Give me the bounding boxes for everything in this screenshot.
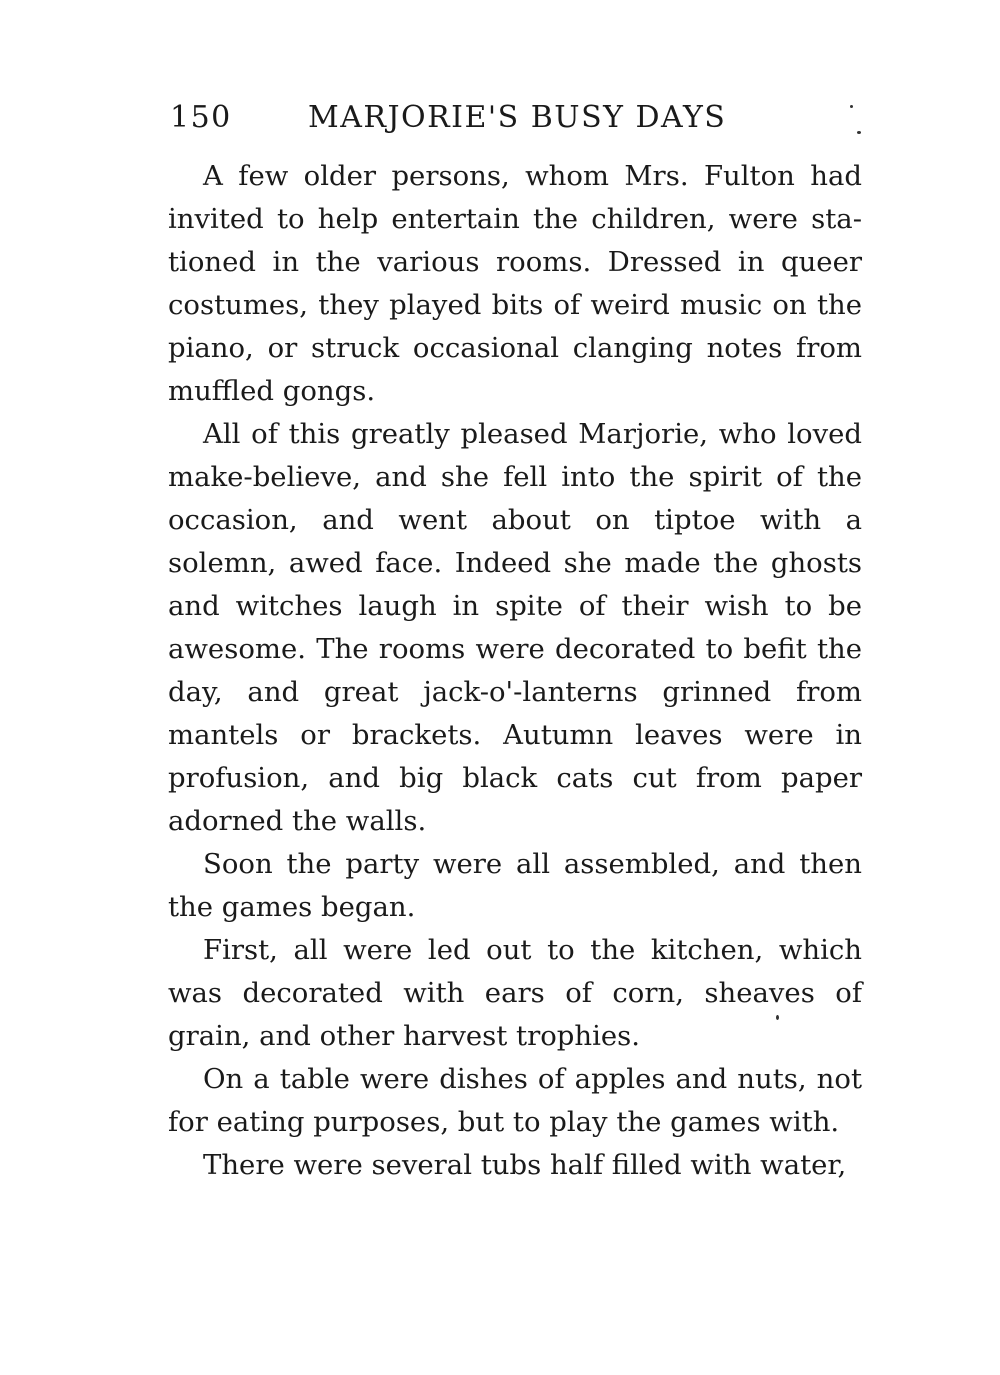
paragraph: Soon the party were all assembled, and then the games began. [168,848,862,923]
ink-speck [857,131,861,134]
page-number: 150 [170,100,232,135]
paragraph: There were several tubs half filled with water, [203,1149,847,1181]
body-text [168,155,862,1187]
ink-speck [850,105,853,108]
paragraph: A few older persons, whom Mrs. Fulton had invited to help entertain the children, were stationed in the various rooms. Dressed in queer costumes, they played bits of weird music on the piano, or struck occasional clanging notes from muffled gongs. [168,160,862,407]
paragraph: On a table were dishes of apples and nuts, not for eating purposes, but to play the games with. [168,1063,862,1138]
paragraph: First, all were led out to the kitchen, which was decorated with ears of corn, sheaves of grain, and other harvest trophies. [168,934,862,1052]
paragraph: All of this greatly pleased Marjorie, who loved make-believe, and she fell into the spirit of the occasion, and went about on tiptoe with a solemn, awed face. Indeed she made the ghosts and witches laugh in spite of their wish to be awesome. The rooms were decorated to befit the day, and great jack-o'-lanterns grinned from mantels or brackets. Autumn leaves were in profusion, and big black cats cut from paper adorned the walls. [168,418,862,837]
page-header [168,96,868,140]
running-title: MARJORIE'S BUSY DAYS [308,100,727,135]
